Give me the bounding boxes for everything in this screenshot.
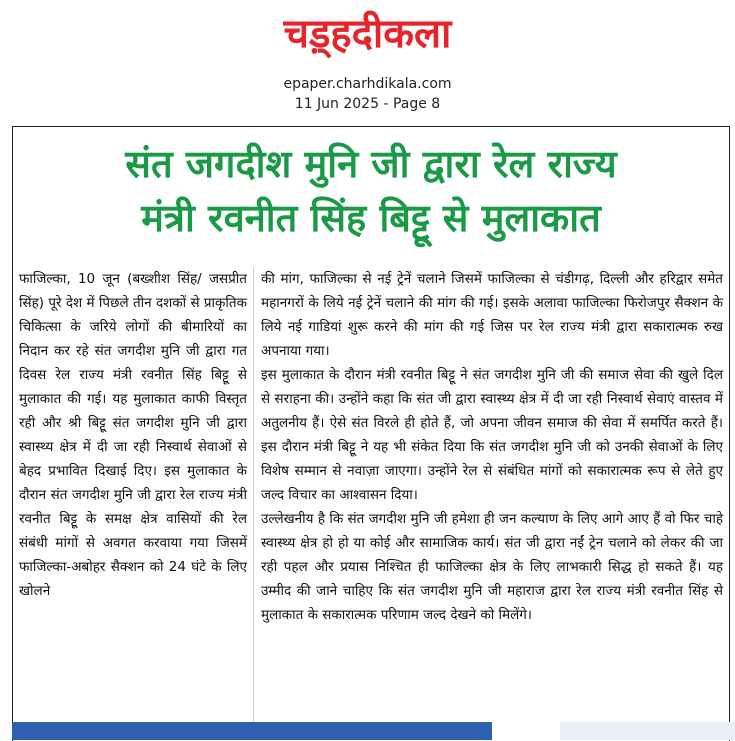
column-2-paragraph-1: की मांग, फाजिल्का से नई ट्रेनें चलाने जिसमें फाजिल्का से चंडीगढ़, दिल्ली और हरिद्वार समेत महानगरों के लिये नई ट्रेनें चलाने की मांग की गई। इसके अलावा फाजिल्का फिरोजपुर सैक्शन के लिये नई गाडियां शुरू करने की मांग की गई जिस पर रेल राज्य मंत्री द्वारा सकारात्मक रुख अपनाया गया।	[261, 271, 723, 359]
next-article-strip	[12, 722, 492, 740]
article-headline	[13, 137, 729, 245]
article-column-2	[261, 267, 723, 627]
column-1-text: फाजिल्का, 10 जून (बख्शीश सिंह/ जसप्रीत सिंह) पूरे देश में पिछले तीन दशकों से प्राकृतिक चिकित्सा के जरिये लोगों की बीमारियों का निदान कर रहे संत जगदीश मुनि जी द्वारा गत दिवस रेल राज्य मंत्री रवनीत सिंह बिट्टू से मुलाकात की गई। यह मुलाकात काफी विस्तृत रही और श्री बिट्टू संत जगदीश मुनि जी द्वारा स्वास्थ्य क्षेत्र में दी जा रही निस्वार्थ सेवाओं से बेहद प्रभावित दिखाई दिए। इस मुलाकात के दौरान संत जगदीश मुनि जी द्वारा रेल राज्य मंत्री रवनीत बिट्टू के समक्ष क्षेत्र वासियों की रेल संबंधी मांगों से अवगत करवाया गया जिसमें फाजिल्का-अबोहर सैक्शन को 24 घंटे के लिए खोलने	[19, 271, 247, 599]
next-article-strip-right	[560, 722, 735, 740]
masthead	[0, 8, 735, 60]
article-column-1	[19, 267, 247, 603]
headline-line-2: मंत्री रवनीत सिंह बिट्टू से मुलाकात	[141, 196, 601, 240]
edition-date-page: 11 Jun 2025 - Page 8	[294, 96, 441, 112]
headline-line-1: संत जगदीश मुनि जी द्वारा रेल राज्य	[125, 142, 617, 186]
epaper-url: epaper.charhdikala.com	[283, 76, 452, 92]
column-divider	[253, 267, 254, 737]
column-2-paragraph-2: इस मुलाकात के दौरान मंत्री रवनीत बिट्टू ने संत जगदीश मुनि जी की समाज सेवा की खुले दिल से सराहना की। उन्होंने कहा कि संत जी द्वारा स्वास्थ्य क्षेत्र में दी जा रही निस्वार्थ सेवाएं वास्तव में अतुलनीय हैं। ऐसे संत विरले ही होते हैं, जो अपना जीवन समाज की सेवा में समर्पित करते हैं। इस दौरान मंत्री बिट्टू ने यह भी संकेत दिया कि संत जगदीश मुनि जी को उनकी सेवाओं के लिए विशेष सम्मान से नवाज़ा जाएगा। उन्होंने रेल से संबंधित मांगों को सकारात्मक रूप से लेते हुए जल्द विचार का आश्वासन दिया।	[261, 367, 723, 503]
newspaper-logo: चड़्हदीकला	[283, 11, 452, 57]
column-2-paragraph-3: उल्लेखनीय है कि संत जगदीश मुनि जी हमेशा ही जन कल्याण के लिए आगे आए हैं वो फिर चाहे स्वास्थ्य क्षेत्र हो हो या कोई और सामाजिक कार्य। संत जी द्वारा नईं ट्रेन चलाने को लेकर की जा रही पहल और प्रयास निश्चित ही फाजिल्का क्षेत्र के लिए लाभकारी सिद्ध हो सकते हैं। यह उम्मीद की जाने चाहिए कि संत जगदीश मुनि जी महाराज द्वारा रेल राज्य मंत्री रवनीत सिंह से मुलाकात के सकारात्मक परिणाम जल्द देखने को मिलेंगे।	[261, 511, 723, 623]
article-clipping	[12, 126, 730, 741]
